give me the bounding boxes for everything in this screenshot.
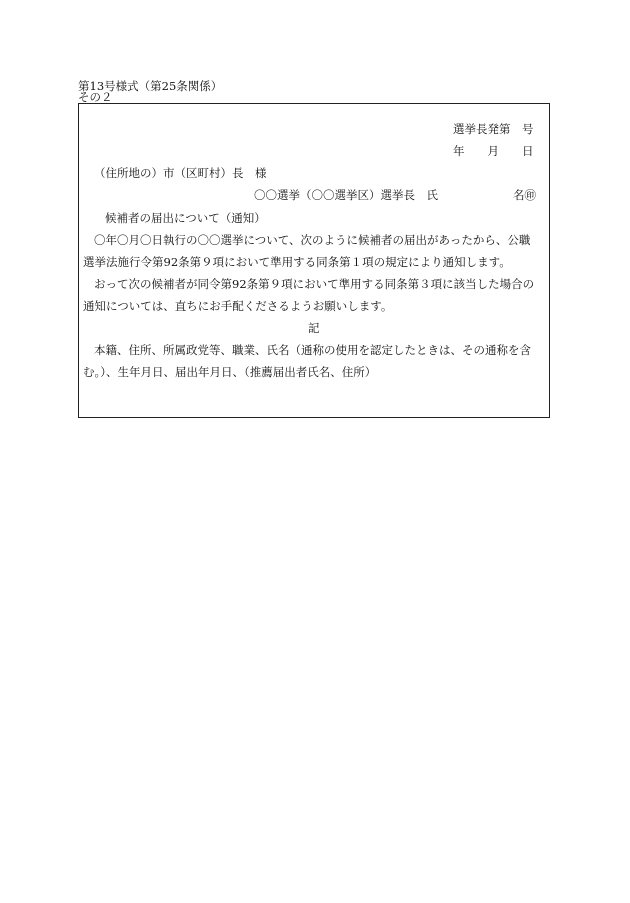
- form-subtitle: その２: [78, 90, 113, 104]
- sender-name-label: 名: [513, 188, 525, 202]
- sender-name-line: [513, 187, 536, 203]
- form-title: 第13号様式（第25条関係）: [78, 79, 223, 93]
- sender-org-line: 〇〇選挙（〇〇選挙区）選挙長 氏: [254, 188, 438, 202]
- seal-mark: ㊞: [524, 188, 536, 202]
- paragraph1-line2: 選挙法施行令第92条第９項において準用する同条第１項の規定により通知します。: [83, 255, 511, 269]
- document-number: 選挙長発第 号: [453, 122, 534, 136]
- addressee-line: （住所地の）市（区町村）長 様: [94, 166, 267, 180]
- subject-line: 候補者の届出について（通知）: [105, 211, 266, 225]
- paragraph2-line1: おって次の候補者が同令第92条第９項において準用する同条第３項に該当した場合の: [94, 277, 535, 291]
- paragraph1-line1: 〇年〇月〇日執行の〇〇選挙について、次のように候補者の届出があったから、公職: [94, 233, 531, 247]
- document-date: 年 月 日: [453, 144, 534, 158]
- items-line2: む。）、生年月日、届出年月日、（推薦届出者氏名、住所）: [83, 365, 377, 379]
- paragraph2-line2: 通知については、直ちにお手配くださるようお願いします。: [83, 299, 393, 313]
- items-line1: 本籍、住所、所属政党等、職業、氏名（通称の使用を認定したときは、その通称を含: [94, 343, 531, 357]
- notice-frame: [78, 103, 550, 418]
- ki-heading: 記: [308, 321, 320, 335]
